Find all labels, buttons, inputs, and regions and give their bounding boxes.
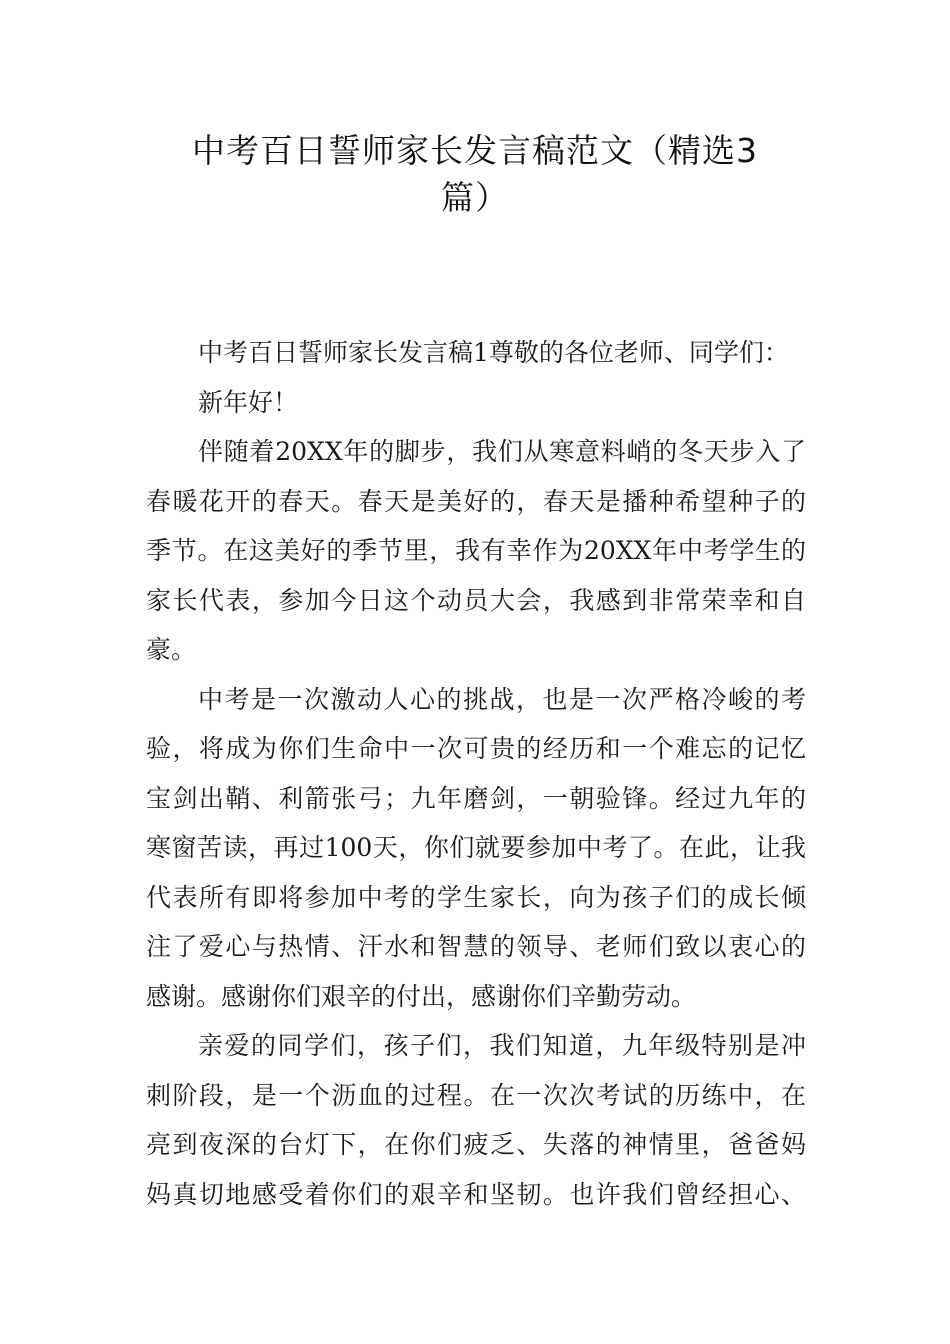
title-line-1: 中考百日誓师家长发言稿范文（精选3 [192,131,758,170]
title-line-2: 篇） [441,178,509,217]
body-line: 妈真切地感受着你们的艰辛和坚韧。也许我们曾经担心、 [146,1179,806,1209]
body-line: 季节。在这美好的季节里，我有幸作为20XX年中考学生的 [146,536,806,565]
body-line: 寒窗苦读，再过100天，你们就要参加中考了。在此，让我 [146,833,806,862]
body-line: 代表所有即将参加中考的学生家长，向为孩子们的成长倾 [146,882,806,912]
document-title [150,127,800,221]
body-line: 宝剑出鞘、利箭张弓；九年磨剑，一朝验锋。经过九年的 [146,783,806,813]
body-line: 家长代表，参加今日这个动员大会，我感到非常荣幸和自 [146,585,806,615]
document-body [146,328,806,1219]
body-line: 春暖花开的春天。春天是美好的，春天是播种希望种子的 [146,486,806,516]
body-line: 中考百日誓师家长发言稿1尊敬的各位老师、同学们： [198,338,789,367]
body-line: 亮到夜深的台灯下，在你们疲乏、失落的神情里，爸爸妈 [146,1130,806,1159]
body-line: 刺阶段，是一个沥血的过程。在一次次考试的历练中，在 [146,1080,806,1110]
body-line: 中考是一次激动人心的挑战，也是一次严格冷峻的考 [198,684,806,714]
body-line: 注了爱心与热情、汗水和智慧的领导、老师们致以衷心的 [146,932,806,961]
body-line: 伴随着20XX年的脚步，我们从寒意料峭的冬天步入了 [198,437,806,466]
body-line: 亲爱的同学们，孩子们，我们知道，九年级特别是冲 [198,1031,806,1060]
body-line: 新年好！ [198,387,299,417]
body-line: 验，将成为你们生命中一次可贵的经历和一个难忘的记忆 [146,734,806,763]
body-line: 豪。 [146,635,197,664]
body-line: 感谢。感谢你们艰辛的付出，感谢你们辛勤劳动。 [146,981,697,1011]
